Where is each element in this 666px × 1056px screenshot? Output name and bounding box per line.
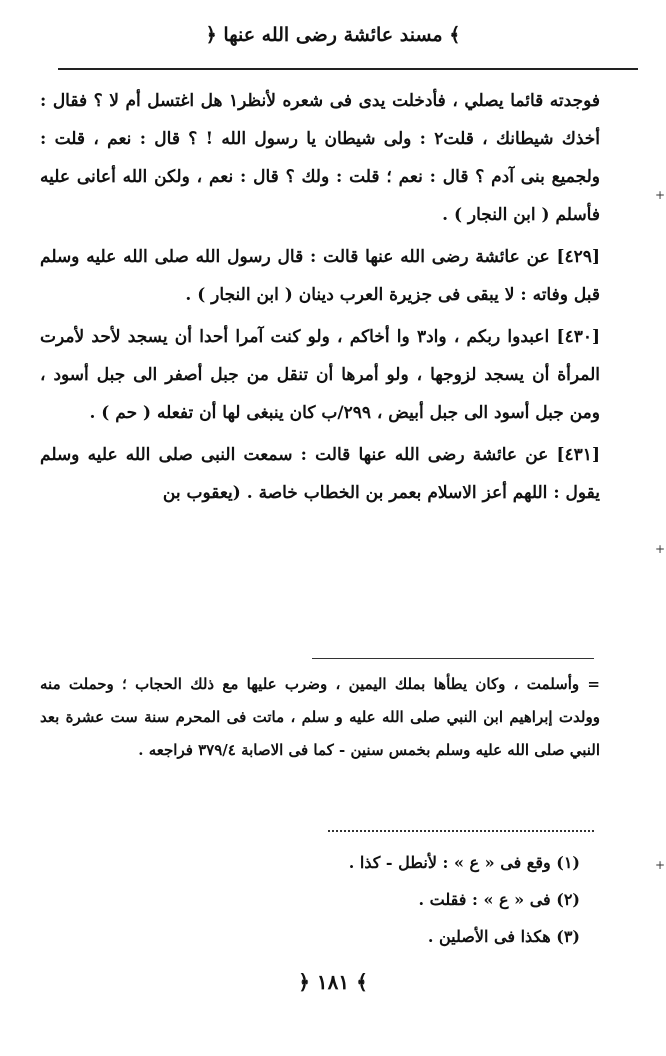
note-text: = وأسلمت ، وكان يطأها بملك اليمين ، وضرب عليها مع ذلك الحجاب ؛ وحملت منه وولدت إبراهيم ابن النبي صلى الله عليه و سلم ، ماتت فى المحرم سنة ست عشرة بعد النبي صلى الله عليه وسلم بخمس سنين - كما فى الاصابة ٣٧٩/٤ فراجعه . <box>40 675 600 759</box>
page-header-title: ﴿ مسند عائشة رضى الله عنها ﴾ <box>205 24 461 46</box>
page-number: ﴿ ١٨١ ﴾ <box>298 970 368 994</box>
margin-mark: + <box>655 188 666 202</box>
margin-mark: + <box>655 858 666 872</box>
main-text <box>40 82 600 512</box>
hadith-430: [٤٣٠] اعبدوا ربكم ، واد٣ وا أخاكم ، ولو كنت آمرا أحدا أن يسجد لأحد لأمرت المرأة أن يسجد لزوجها ، ولو أمرها أن تنقل من جبل أصفر الى جبل أسود ، ومن جبل أسود الى جبل أبيض ، ٢٩٩/ب كان ينبغى لها أن تفعله ( حم ) . <box>40 327 601 423</box>
hadith-431: [٤٣١] عن عائشة رضى الله عنها قالت : سمعت النبى صلى الله عليه وسلم يقول : اللهم أعز الاسلام بعمر بن الخطاب خاصة . (يعقوب بن <box>40 445 600 503</box>
header-rule <box>58 68 638 70</box>
continued-note <box>40 668 600 767</box>
hadith-429: [٤٢٩] عن عائشة رضى الله عنها قالت : قال رسول الله صلى الله عليه وسلم قبل وفاته : لا يبقى فى جزيرة العرب دينان ( ابن النجار ) . <box>40 247 600 305</box>
footnote-2: (٢) فى « ع » : فقلت . <box>418 890 580 909</box>
footnote-1: (١) وقع فى « ع » : لأنطل - كذا . <box>348 853 580 872</box>
footnote-3: (٣) هكذا فى الأصلين . <box>427 927 580 946</box>
footnote-rule <box>328 830 594 832</box>
footnotes <box>40 844 580 955</box>
note-rule <box>312 658 594 659</box>
paragraph-continuation: فوجدته قائما يصلي ، فأدخلت يدى فى شعره لأنظر١ هل اغتسل أم لا ؟ فقال : أخذك شيطانك ، قلت٢ : ولى شيطان يا رسول الله ! ؟ قال : نعم ، قلت : ولجميع بنى آدم ؟ قال : نعم ؛ قلت : ولك ؟ قال : نعم ، ولكن الله أعانى عليه فأسلم ( ابن النجار ) . <box>40 91 600 225</box>
margin-mark: + <box>655 542 666 556</box>
